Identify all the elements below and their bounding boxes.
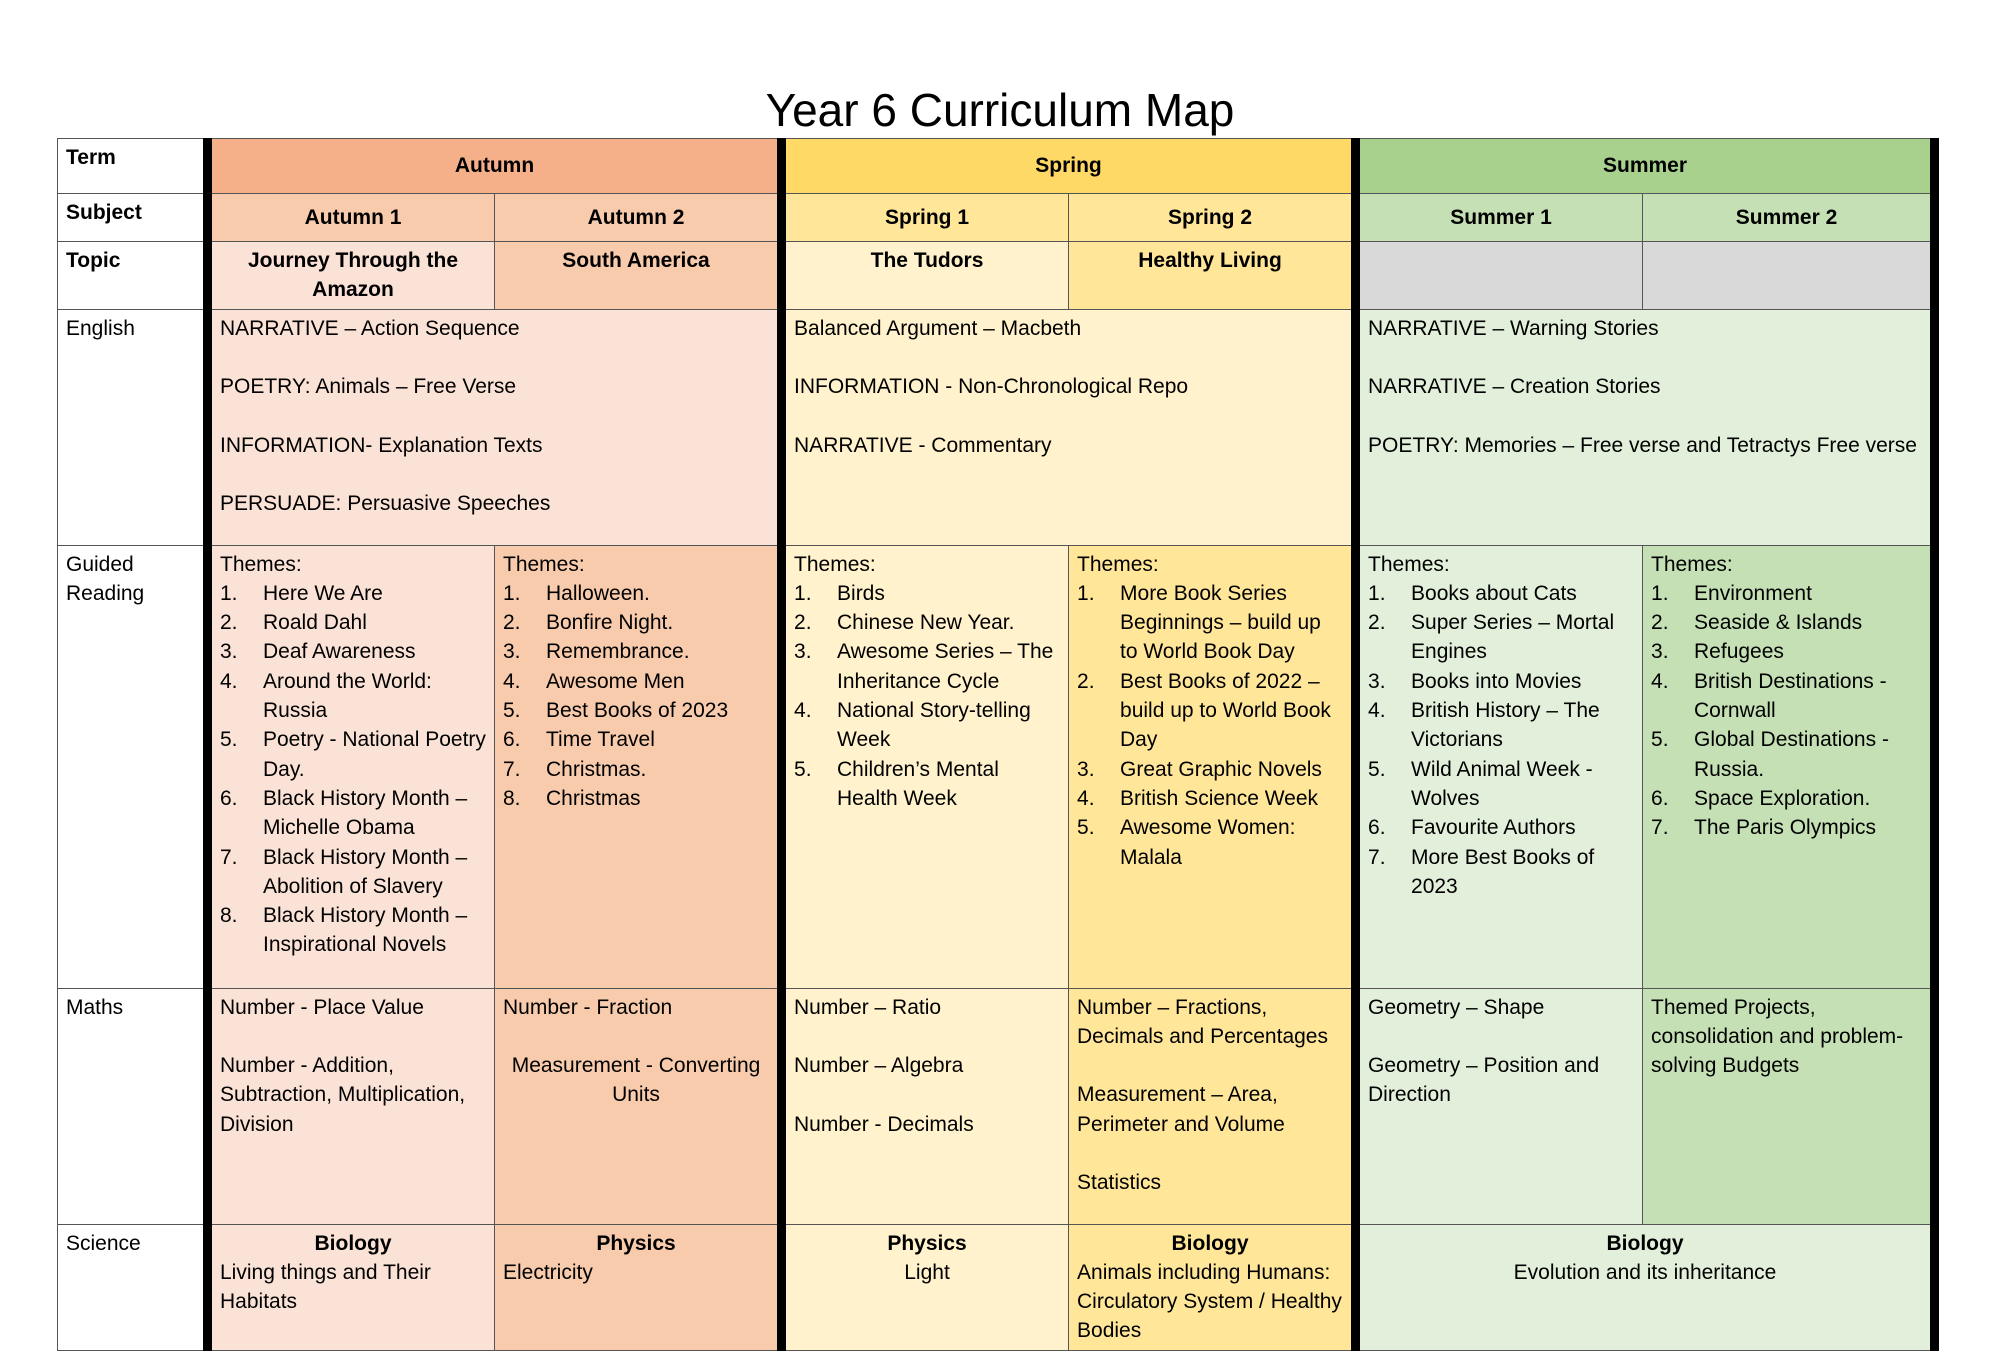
theme-text: Wild Animal Week - Wolves [1411, 757, 1593, 810]
theme-item [1651, 784, 1922, 813]
theme-number: 3. [1651, 640, 1669, 664]
maths-label: Maths [58, 988, 208, 1224]
theme-text: Super Series – Mortal Engines [1411, 611, 1615, 664]
theme-text: Awesome Series – The Inheritance Cycle [837, 640, 1054, 693]
theme-item [220, 579, 486, 608]
theme-text: Great Graphic Novels [1120, 757, 1322, 781]
theme-item [1651, 579, 1922, 608]
theme-item [1651, 725, 1922, 784]
theme-number: 5. [220, 728, 238, 752]
theme-number: 5. [794, 757, 812, 781]
english-item: INFORMATION- Explanation Texts [220, 433, 543, 457]
subject-row [58, 194, 1935, 242]
theme-item [1651, 667, 1922, 726]
theme-text: Best Books of 2023 [546, 699, 729, 723]
maths-item: Geometry – Shape [1368, 995, 1545, 1019]
theme-number: 5. [1651, 728, 1669, 752]
theme-text: British Science Week [1120, 786, 1319, 810]
topic-autumn1: Journey Through the Amazon [208, 242, 495, 310]
theme-text: Space Exploration. [1694, 786, 1871, 810]
maths-summer2 [1643, 988, 1935, 1224]
science-heading: Physics [596, 1231, 676, 1255]
theme-item [1368, 813, 1634, 842]
theme-text: More Best Books of 2023 [1411, 845, 1595, 898]
theme-text: Global Destinations - Russia. [1694, 728, 1889, 781]
theme-text: Here We Are [263, 581, 383, 605]
theme-item [1368, 608, 1634, 667]
theme-number: 7. [1651, 816, 1669, 840]
theme-number: 1. [794, 581, 812, 605]
theme-item [503, 784, 769, 813]
theme-text: Seaside & Islands [1694, 611, 1863, 635]
term-row [58, 139, 1935, 194]
theme-text: Around the World: Russia [263, 669, 432, 723]
theme-item [503, 637, 769, 666]
theme-text: Environment [1694, 581, 1812, 605]
science-heading: Physics [887, 1231, 967, 1255]
maths-item: Number - Decimals [794, 1112, 974, 1136]
maths-item: Number - Place Value [220, 995, 424, 1019]
maths-row [58, 988, 1935, 1224]
maths-item: Number – Fractions, Decimals and Percentages [1077, 995, 1328, 1048]
theme-item [1077, 755, 1343, 784]
maths-item: Number – Algebra [794, 1054, 964, 1078]
theme-number: 2. [1368, 611, 1386, 635]
term-spring: Spring [782, 139, 1356, 194]
english-autumn [208, 309, 782, 545]
themes-list [794, 579, 1060, 813]
theme-item [503, 755, 769, 784]
theme-number: 3. [1368, 669, 1386, 693]
science-text: Evolution and its inheritance [1513, 1260, 1777, 1284]
theme-number: 3. [794, 640, 812, 664]
topic-spring1: The Tudors [782, 242, 1069, 310]
theme-item [1077, 667, 1343, 755]
theme-text: Birds [837, 581, 885, 605]
english-item: NARRATIVE - Commentary [794, 433, 1052, 457]
topic-summer1 [1356, 242, 1643, 310]
science-spring2 [1069, 1224, 1356, 1350]
theme-number: 1. [503, 581, 521, 605]
themes-label: Themes: [1077, 552, 1159, 576]
theme-item [503, 696, 769, 725]
science-heading: Biology [1171, 1231, 1249, 1255]
guided-reading-autumn1 [208, 545, 495, 988]
theme-item [1077, 579, 1343, 667]
guided-reading-row [58, 545, 1935, 988]
theme-number: 3. [220, 640, 238, 664]
themes-label: Themes: [794, 552, 876, 576]
theme-number: 1. [1077, 581, 1095, 605]
maths-item: Number - Addition, Subtraction, Multiplication, Division [220, 1054, 466, 1136]
maths-item: Geometry – Position and Direction [1368, 1054, 1600, 1107]
theme-item [794, 755, 1060, 814]
english-item: Balanced Argument – Macbeth [794, 316, 1082, 340]
theme-number: 6. [1651, 786, 1669, 810]
term-label: Term [58, 139, 208, 194]
maths-summer1 [1356, 988, 1643, 1224]
maths-autumn1 [208, 988, 495, 1224]
theme-number: 1. [220, 581, 238, 605]
english-item: POETRY: Animals – Free Verse [220, 375, 517, 399]
theme-number: 4. [1077, 786, 1095, 810]
guided-reading-autumn2 [495, 545, 782, 988]
theme-item [794, 696, 1060, 755]
theme-text: Refugees [1694, 640, 1784, 664]
english-item: NARRATIVE – Action Sequence [220, 316, 520, 340]
theme-item [794, 579, 1060, 608]
theme-text: More Book Series Beginnings – build up to World Book Day [1120, 581, 1321, 664]
english-summer [1356, 309, 1935, 545]
half-spring2: Spring 2 [1069, 194, 1356, 242]
topic-row [58, 242, 1935, 310]
science-autumn1 [208, 1224, 495, 1350]
theme-number: 2. [1077, 669, 1095, 693]
theme-number: 4. [503, 669, 521, 693]
theme-item [1368, 843, 1634, 902]
english-row [58, 309, 1935, 545]
topic-label: Topic [58, 242, 208, 310]
theme-item [794, 637, 1060, 696]
theme-item [1651, 608, 1922, 637]
theme-text: Christmas [546, 786, 641, 810]
theme-item [220, 608, 486, 637]
english-spring [782, 309, 1356, 545]
guided-reading-label [58, 545, 208, 988]
science-text: Light [904, 1260, 950, 1284]
subject-label: Subject [58, 194, 208, 242]
english-item: NARRATIVE – Creation Stories [1368, 375, 1661, 399]
theme-item [503, 667, 769, 696]
themes-label: Themes: [220, 552, 302, 576]
theme-number: 5. [1368, 757, 1386, 781]
half-summer2: Summer 2 [1643, 194, 1935, 242]
maths-item: Number - Fraction [503, 995, 673, 1019]
theme-number: 7. [503, 757, 521, 781]
theme-number: 1. [1368, 581, 1386, 605]
guided-reading-spring2 [1069, 545, 1356, 988]
theme-text: The Paris Olympics [1694, 816, 1877, 840]
theme-text: Time Travel [546, 728, 655, 752]
themes-label: Themes: [1368, 552, 1450, 576]
maths-item: Measurement - Converting Units [511, 1054, 761, 1107]
english-item: PERSUADE: Persuasive Speeches [220, 492, 551, 516]
theme-text: Deaf Awareness [263, 640, 416, 664]
theme-number: 4. [1651, 669, 1669, 693]
theme-number: 5. [1077, 816, 1095, 840]
themes-label: Themes: [503, 552, 585, 576]
theme-item [1368, 755, 1634, 814]
theme-item [1651, 813, 1922, 842]
themes-list [220, 579, 486, 960]
theme-item [503, 725, 769, 754]
theme-item [503, 579, 769, 608]
theme-text: Bonfire Night. [546, 611, 674, 635]
science-heading: Biology [314, 1231, 392, 1255]
theme-item [1368, 579, 1634, 608]
theme-number: 4. [794, 699, 812, 723]
themes-list [1651, 579, 1922, 843]
theme-number: 8. [220, 904, 238, 928]
theme-item [220, 725, 486, 784]
maths-autumn2 [495, 988, 782, 1224]
theme-number: 5. [503, 699, 521, 723]
science-text: Electricity [503, 1260, 593, 1284]
maths-item: Measurement – Area, Perimeter and Volume [1077, 1083, 1285, 1136]
themes-label: Themes: [1651, 552, 1733, 576]
half-autumn2: Autumn 2 [495, 194, 782, 242]
maths-item: Statistics [1077, 1171, 1162, 1195]
theme-number: 6. [220, 786, 238, 810]
theme-item [220, 784, 486, 843]
maths-item: Number – Ratio [794, 995, 942, 1019]
theme-item [220, 901, 486, 960]
theme-number: 4. [220, 669, 238, 693]
maths-item: Themed Projects, consolidation and problem-solving Budgets [1651, 995, 1904, 1078]
page-title: Year 6 Curriculum Map [765, 84, 1235, 136]
theme-text: Poetry - National Poetry Day. [263, 728, 486, 781]
theme-number: 2. [794, 611, 812, 635]
theme-number: 1. [1651, 581, 1669, 605]
theme-number: 3. [503, 640, 521, 664]
half-summer1: Summer 1 [1356, 194, 1643, 242]
theme-text: Favourite Authors [1411, 816, 1576, 840]
topic-autumn2: South America [495, 242, 782, 310]
theme-text: Chinese New Year. [837, 611, 1015, 635]
theme-text: Awesome Men [546, 669, 685, 693]
term-autumn: Autumn [208, 139, 782, 194]
theme-item [1368, 696, 1634, 755]
theme-item [1077, 784, 1343, 813]
theme-text: Books about Cats [1411, 581, 1577, 605]
theme-number: 3. [1077, 757, 1095, 781]
theme-item [503, 608, 769, 637]
theme-item [794, 608, 1060, 637]
english-label: English [58, 309, 208, 545]
theme-text: Remembrance. [546, 640, 690, 664]
theme-text: Christmas. [546, 757, 647, 781]
science-label: Science [58, 1224, 208, 1350]
theme-text: Black History Month – Inspirational Novels [263, 904, 468, 957]
theme-text: British History – The Victorians [1411, 699, 1600, 752]
guided-reading-label-line1: Guided [66, 552, 134, 576]
theme-item [1368, 667, 1634, 696]
theme-text: Awesome Women: Malala [1120, 816, 1296, 869]
maths-spring1 [782, 988, 1069, 1224]
english-item: NARRATIVE – Warning Stories [1368, 316, 1659, 340]
guided-reading-spring1 [782, 545, 1069, 988]
english-item: POETRY: Memories – Free verse and Tetractys Free verse [1368, 433, 1917, 457]
theme-item [220, 637, 486, 666]
theme-text: Black History Month – Michelle Obama [263, 786, 468, 840]
science-summer [1356, 1224, 1935, 1350]
themes-list [503, 579, 769, 813]
theme-number: 6. [503, 728, 521, 752]
half-spring1: Spring 1 [782, 194, 1069, 242]
theme-item [1077, 813, 1343, 872]
science-spring1 [782, 1224, 1069, 1350]
guided-reading-label-line2: Reading [66, 581, 145, 605]
science-heading: Biology [1606, 1231, 1684, 1255]
science-text: Animals including Humans: Circulatory System / Healthy Bodies [1077, 1260, 1342, 1343]
guided-reading-summer1 [1356, 545, 1643, 988]
theme-number: 7. [220, 845, 238, 869]
theme-text: Best Books of 2022 – build up to World Book Day [1120, 669, 1331, 752]
curriculum-table [57, 138, 1939, 1351]
themes-list [1368, 579, 1634, 901]
theme-text: Halloween. [546, 581, 650, 605]
topic-summer2 [1643, 242, 1935, 310]
guided-reading-summer2 [1643, 545, 1935, 988]
theme-item [220, 667, 486, 726]
theme-text: Roald Dahl [263, 611, 367, 635]
theme-number: 6. [1368, 816, 1386, 840]
half-autumn1: Autumn 1 [208, 194, 495, 242]
term-summer: Summer [1356, 139, 1935, 194]
themes-list [1077, 579, 1343, 872]
theme-item [1651, 637, 1922, 666]
theme-number: 2. [220, 611, 238, 635]
theme-text: Children’s Mental Health Week [837, 757, 999, 810]
science-autumn2 [495, 1224, 782, 1350]
theme-text: Black History Month – Abolition of Slavery [263, 845, 468, 898]
theme-number: 4. [1368, 699, 1386, 723]
science-row [58, 1224, 1935, 1350]
theme-text: National Story-telling Week [837, 699, 1031, 752]
theme-item [220, 843, 486, 902]
theme-text: Books into Movies [1411, 669, 1582, 693]
theme-number: 8. [503, 786, 521, 810]
topic-spring2: Healthy Living [1069, 242, 1356, 310]
theme-number: 7. [1368, 845, 1386, 869]
science-text: Living things and Their Habitats [220, 1260, 431, 1314]
theme-number: 2. [1651, 611, 1669, 635]
maths-spring2 [1069, 988, 1356, 1224]
english-item: INFORMATION - Non-Chronological Repo [794, 375, 1189, 399]
theme-text: British Destinations - Cornwall [1694, 669, 1887, 723]
theme-number: 2. [503, 611, 521, 635]
